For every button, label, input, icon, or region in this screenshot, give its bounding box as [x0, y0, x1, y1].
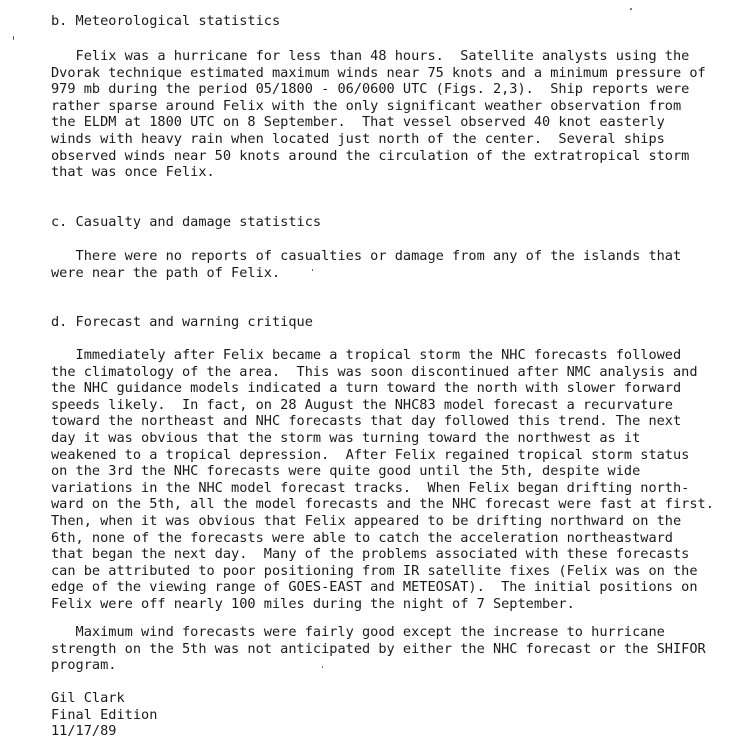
paragraph-line: rather sparse around Felix with the only significant weather observation from: [51, 97, 682, 114]
paragraph-wind-forecasts: [51, 624, 741, 674]
scan-speck: [312, 269, 313, 271]
paragraph-line: Maximum wind forecasts were fairly good except the increase to hurricane: [51, 624, 665, 640]
paragraph-line: on the 3rd the NHC forecasts were quite good until the 5th, despite wide: [51, 463, 641, 480]
paragraph-line: program.: [51, 657, 117, 674]
author-name: Gil Clark: [51, 690, 125, 706]
paragraph-line: weakened to a tropical depression. After Felix regained tropical storm status: [51, 446, 690, 463]
paragraph-line: Dvorak technique estimated maximum winds near 75 knots and a minimum pressure of: [51, 64, 706, 81]
paragraph-line: edge of the viewing range of GOES-EAST and METEOSAT). The initial positions on: [51, 579, 698, 596]
paragraph-line: Immediately after Felix became a tropical storm the NHC forecasts followed: [51, 347, 682, 363]
paragraph-line: winds with heavy rain when located just north of the center. Several ships: [51, 130, 665, 147]
paragraph-line: Felix was a hurricane for less than 48 hours. Satellite analysts using the: [51, 48, 690, 64]
edition-label: Final Edition: [51, 706, 158, 723]
paragraph-line: speeds likely. In fact, on 28 August the NHC83 model forecast a recurvature: [51, 396, 673, 413]
paragraph-line: can be attributed to poor positioning from IR satellite fixes (Felix was on the: [51, 562, 698, 579]
scan-speck: [13, 36, 14, 40]
paragraph-line: the ELDM at 1800 UTC on 8 September. That vessel observed 40 knot easterly: [51, 114, 665, 131]
paragraph-line: variations in the NHC model forecast tracks. When Felix began drifting north-: [51, 479, 690, 496]
paragraph-line: strength on the 5th was not anticipated by either the NHC forecast or the SHIFOR: [51, 640, 706, 657]
paragraph-forecast-critique: [51, 347, 741, 613]
section-heading-casualty-damage: c. Casualty and damage statistics: [51, 214, 322, 230]
paragraph-line: observed winds near 50 knots around the circulation of the extratropical storm: [51, 147, 690, 164]
paragraph-line: 979 mb during the period 05/1800 - 06/0600 UTC (Figs. 2,3). Ship reports were: [51, 81, 690, 98]
paragraph-meteorological-statistics: [51, 48, 741, 181]
section-heading-meteorological-statistics: b. Meteorological statistics: [51, 13, 281, 29]
paragraph-line: Felix were off nearly 100 miles during the night of 7 September.: [51, 595, 575, 612]
document-date: 11/17/89: [51, 723, 117, 740]
paragraph-line: the climatology of the area. This was soon discontinued after NMC analysis and: [51, 363, 698, 380]
scan-speck: [322, 666, 323, 668]
paragraph-line: toward the northeast and NHC forecasts that day followed this trend. The next: [51, 413, 682, 430]
paragraph-line: ward on the 5th, all the model forecasts and the NHC forecast were fast at first.: [51, 496, 714, 513]
paragraph-line: the NHC guidance models indicated a turn toward the north with slower forward: [51, 380, 682, 397]
paragraph-casualty-damage: [51, 248, 741, 281]
section-heading-forecast-warning: d. Forecast and warning critique: [51, 314, 313, 330]
paragraph-line: that was once Felix.: [51, 164, 215, 181]
paragraph-line: were near the path of Felix.: [51, 264, 281, 281]
scan-speck: [630, 8, 632, 10]
paragraph-line: 6th, none of the forecasts were able to catch the acceleration northeastward: [51, 529, 673, 546]
paragraph-line: that began the next day. Many of the problems associated with these forecasts: [51, 546, 690, 563]
signature-block: [51, 690, 251, 740]
paragraph-line: day it was obvious that the storm was turning toward the northwest as it: [51, 429, 641, 446]
paragraph-line: Then, when it was obvious that Felix appeared to be drifting northward on the: [51, 512, 682, 529]
paragraph-line: There were no reports of casualties or damage from any of the islands that: [51, 248, 682, 264]
